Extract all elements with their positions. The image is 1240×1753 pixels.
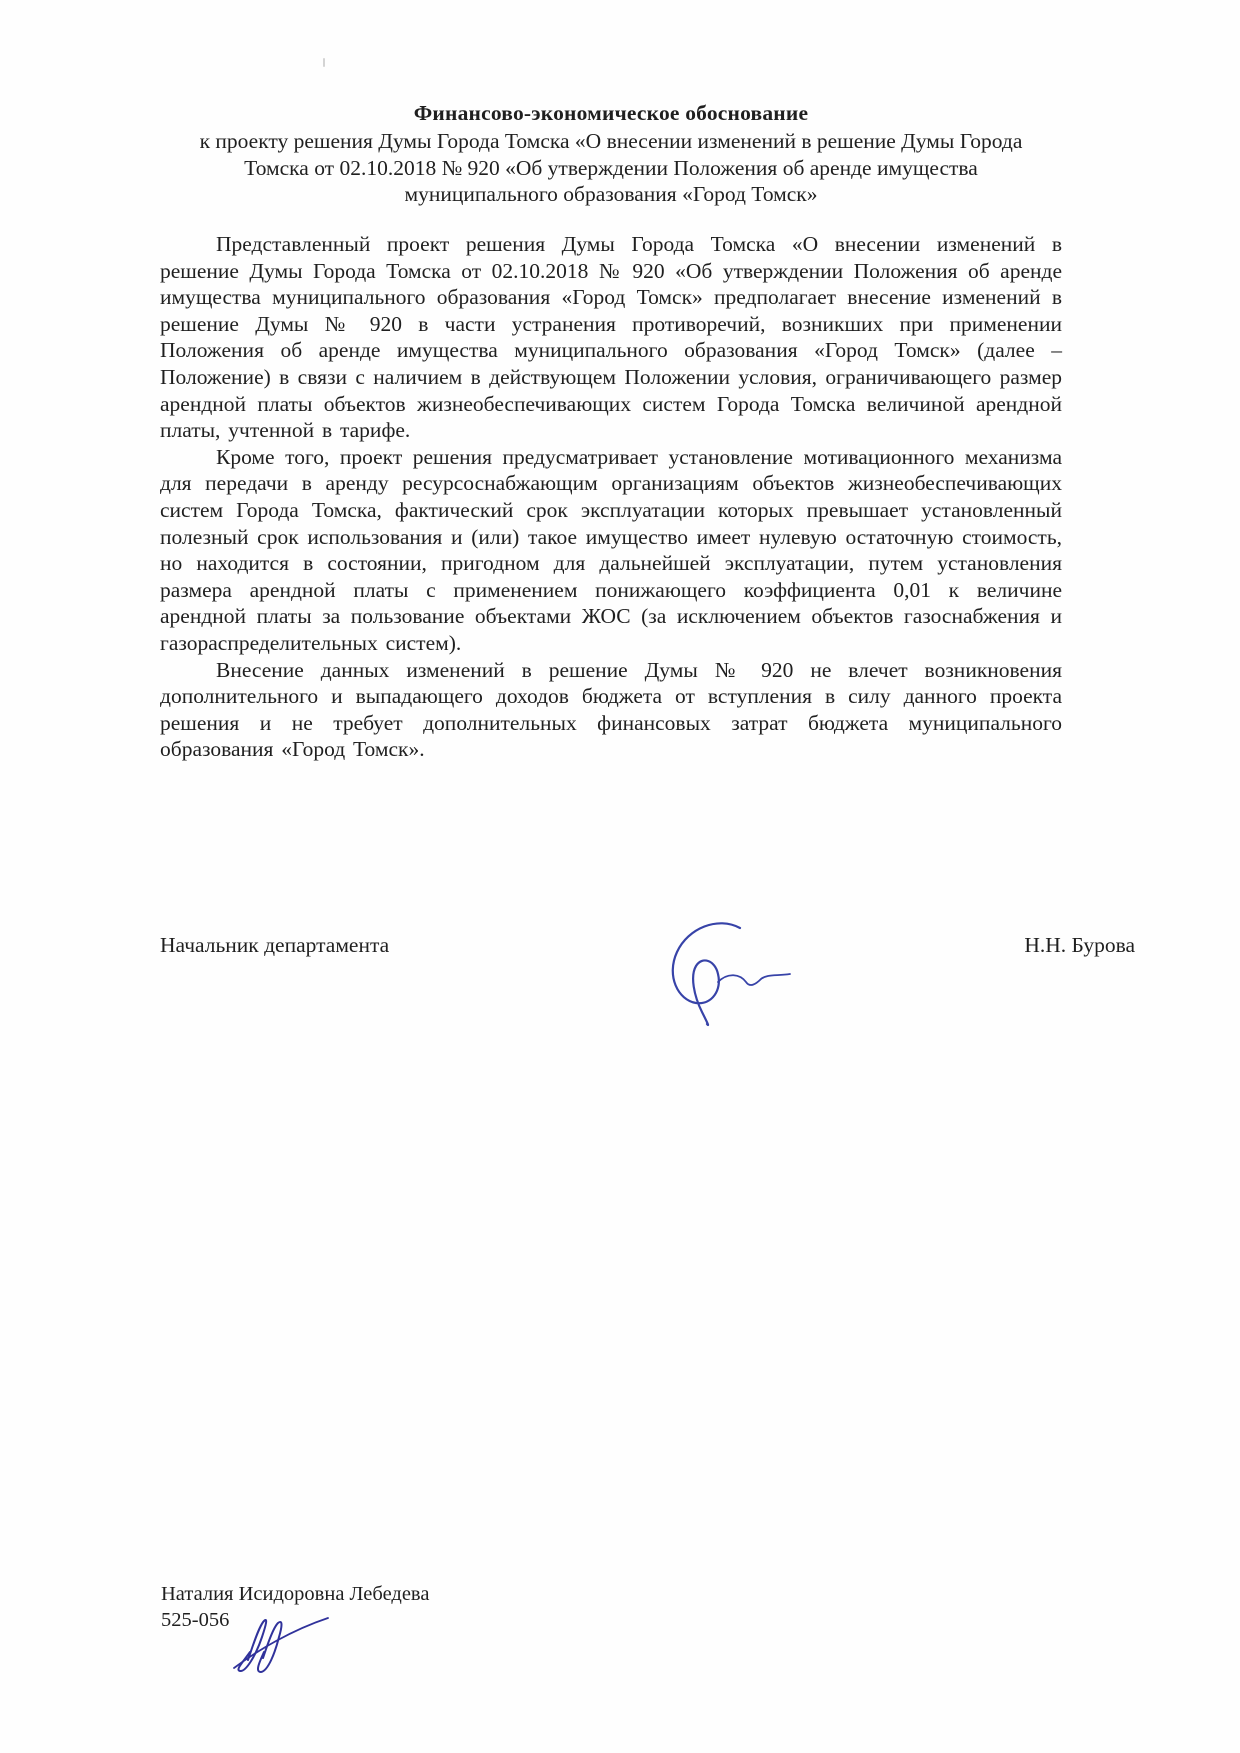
paragraph-1: Представленный проект решения Думы Города Томска «О внесении изменений в решение Думы Города Томска от 02.10.2018 № 920 «Об утверждении Положения об аренде имущества муниципального образования «Город Томск» предполагает внесение изменений в решение Думы № 920 в части устранения противоречий, возникших при применении Положения об аренде имущества муниципального образования «Город Томск» (далее – Положение) в связи с наличием в действующем Положении условия, ограничивающего размер арендной платы объектов жизнеобеспечивающих систем Города Томска величиной арендной платы, учтенной в тарифе. — [160, 232, 1062, 443]
scan-artifact — [323, 58, 325, 67]
signature-row — [160, 933, 1135, 958]
handwritten-signature-icon — [660, 918, 800, 1028]
paragraph-3: Внесение данных изменений в решение Думы № 920 не влечет возникновения дополнительного и выпадающего доходов бюджета от вступления в силу данного проекта решения и не требует дополнительных финансовых затрат бюджета муниципального образования «Город Томск». — [160, 657, 1062, 762]
signature-stroke — [673, 923, 740, 1025]
document-subtitle: к проекту решения Думы Города Томска «О внесении изменений в решение Думы Города Томска от 02.10.2018 № 920 «Об утверждении Положения об аренде имущества муниципального образования «Город Томск» — [199, 129, 1023, 206]
document-body — [160, 231, 1062, 763]
document-header — [160, 100, 1062, 208]
executor-initials-signature-icon — [224, 1608, 334, 1674]
signature-stroke-tail — [718, 974, 790, 985]
initials-stroke-2 — [258, 1622, 282, 1672]
document-title: Финансово-экономическое обоснование — [413, 101, 809, 125]
executor-name: Наталия Исидоровна Лебедева — [161, 1583, 430, 1605]
signer-name: Н.Н. Бурова — [1024, 933, 1135, 957]
paragraph-2: Кроме того, проект решения предусматривает установление мотивационного механизма для передачи в аренду ресурсоснабжающим организациям объектов жизнеобеспечивающих систем Города Томска, фактический срок эксплуатации которых превышает установленный полезный срок использования и (или) такое имущество имеет нулевую остаточную стоимость, но находится в состоянии, пригодном для дальнейшей эксплуатации, путем установления размера арендной платы с применением понижающего коэффициента 0,01 к величине арендной платы за пользование объектами ЖОС (за исключением объектов газоснабжения и газораспределительных систем). — [160, 444, 1062, 655]
initials-stroke-1 — [238, 1620, 266, 1671]
signer-position-label: Начальник департамента — [160, 933, 390, 957]
executor-phone: 525-056 — [161, 1609, 230, 1631]
